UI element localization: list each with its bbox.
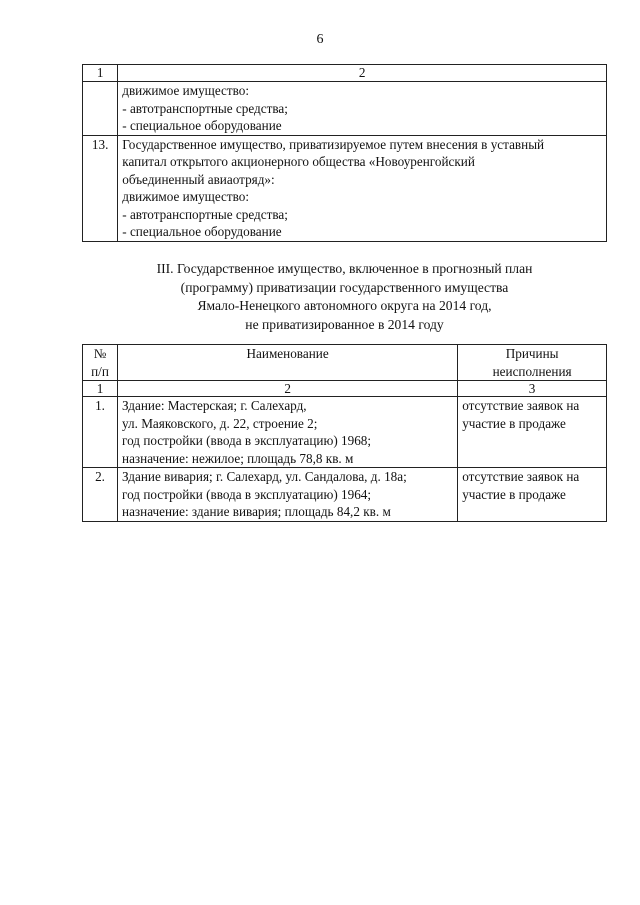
- heading-line: III. Государственное имущество, включенное в прогнозный план: [156, 261, 533, 276]
- row-number: 13.: [83, 135, 118, 241]
- column-number: 2: [118, 381, 458, 397]
- reason-line: участие в продаже: [462, 486, 566, 502]
- row-description: [118, 135, 607, 241]
- header-reasons: [458, 345, 607, 381]
- header-reasons-line: Причины: [505, 346, 559, 361]
- heading-line: (программу) приватизации государственного имущества: [180, 279, 509, 295]
- reason-line: отсутствие заявок на: [462, 398, 580, 413]
- property-name: [118, 468, 458, 522]
- non-execution-reason: [458, 468, 607, 522]
- header-number-line: №: [93, 346, 107, 361]
- property-name-line: год постройки (ввода в эксплуатацию) 1968;: [122, 433, 372, 448]
- description-line: - специальное оборудование: [122, 224, 282, 239]
- property-table-continued: [82, 64, 607, 242]
- heading-line: не приватизированное в 2014 году: [245, 316, 444, 332]
- table-row: [83, 397, 607, 468]
- header-reasons-line: неисполнения: [492, 363, 572, 379]
- heading-line: Ямало-Ненецкого автономного округа на 2014 год,: [197, 298, 492, 313]
- header-number: [83, 345, 118, 381]
- table-row: [83, 82, 607, 136]
- description-line: - автотранспортные средства;: [122, 100, 288, 116]
- reason-line: участие в продаже: [462, 415, 566, 431]
- column-numbering-row: [83, 381, 607, 397]
- description-line: движимое имущество:: [122, 189, 250, 204]
- header-col-1: 1: [83, 65, 118, 82]
- row-number: 2.: [83, 468, 118, 522]
- table-row: [83, 135, 607, 241]
- description-line: объединенный авиаотряд»:: [122, 171, 275, 187]
- description-line: - специальное оборудование: [122, 118, 282, 133]
- property-name-line: назначение: здание вивария; площадь 84,2 кв. м: [122, 504, 391, 519]
- description-line: движимое имущество:: [122, 83, 250, 98]
- header-col-2: 2: [118, 65, 607, 82]
- table-header-row: [83, 345, 607, 381]
- description-line: - автотранспортные средства;: [122, 206, 288, 222]
- page-number: 6: [316, 32, 324, 47]
- unprivatized-property-table: [82, 344, 607, 522]
- header-number-line: п/п: [91, 363, 109, 379]
- reason-line: отсутствие заявок на: [462, 469, 580, 484]
- property-name-line: ул. Маяковского, д. 22, строение 2;: [122, 415, 318, 431]
- row-description: [118, 82, 607, 136]
- row-number: [83, 82, 118, 136]
- table-header-row: [83, 65, 607, 82]
- property-name: [118, 397, 458, 468]
- description-line: Государственное имущество, приватизируемое путем внесения в уставный: [122, 136, 545, 152]
- property-name-line: Здание: Мастерская; г. Салехард,: [122, 398, 307, 413]
- row-number: 1.: [83, 397, 118, 468]
- non-execution-reason: [458, 397, 607, 468]
- property-name-line: год постройки (ввода в эксплуатацию) 1964;: [122, 486, 372, 502]
- description-line: капитал открытого акционерного общества «Новоуренгойский: [122, 154, 475, 169]
- column-number: 3: [458, 381, 607, 397]
- property-name-line: назначение: нежилое; площадь 78,8 кв. м: [122, 450, 354, 466]
- section-heading: [82, 260, 607, 334]
- column-number: 1: [83, 381, 118, 397]
- header-name: Наименование: [118, 345, 458, 381]
- property-name-line: Здание вивария; г. Салехард, ул. Сандалова, д. 18а;: [122, 469, 407, 484]
- table-row: [83, 468, 607, 522]
